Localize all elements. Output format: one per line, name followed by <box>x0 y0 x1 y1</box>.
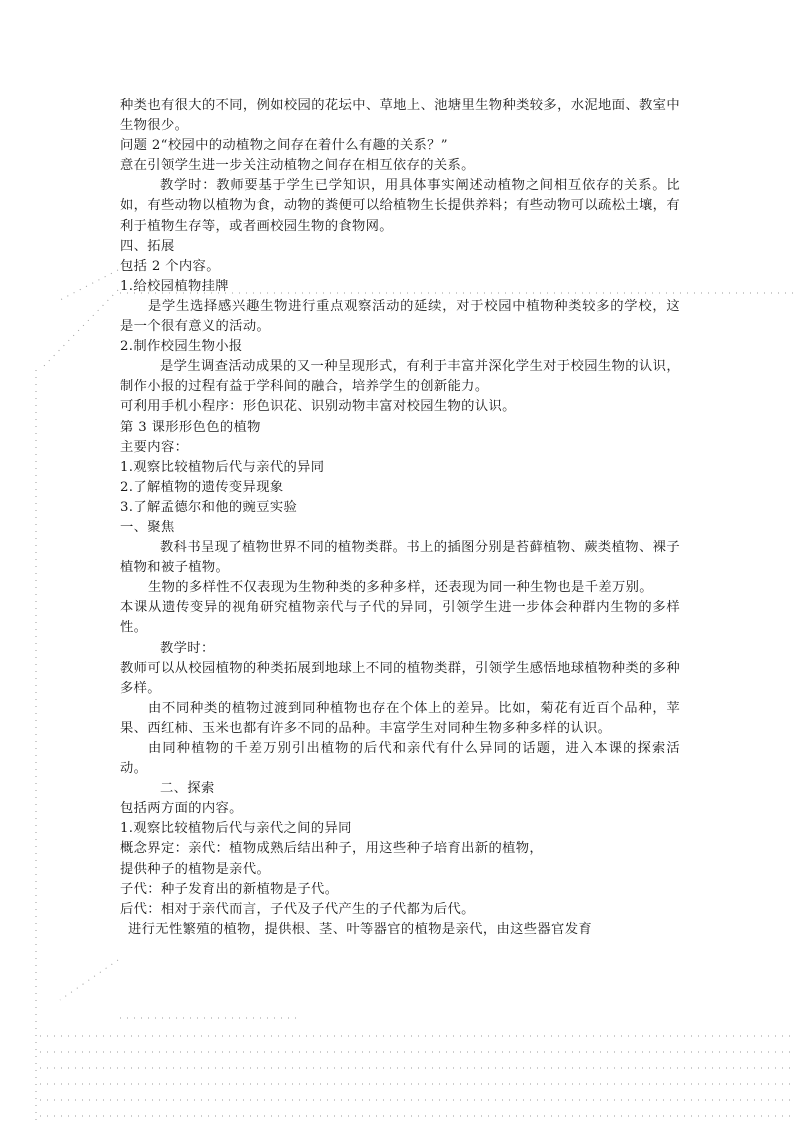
text-line: 二、探索 <box>160 781 215 797</box>
text-line: 第 3 课形形色色的植物 <box>120 419 261 435</box>
text-line: 包括 2 个内容。 <box>120 258 220 274</box>
text-line: 由不同种类的植物过渡到同种植物也存在个体上的差异。比如，菊花有近百个品种，苹果、西红柿、玉米也都有许多不同的品种。丰富学生对同种生物多种多样的认识。 <box>120 700 680 736</box>
text-line: 教学时：教师要基于学生已学知识，用具体事实阐述动植物之间相互依存的关系。比如，有些动物以植物为食，动物的粪便可以给植物生长提供养料；有些动物可以疏松土壤，有利于植物生存等，或者画校园生物的食物网。 <box>120 178 680 234</box>
text-line: 1.给校园植物挂牌 <box>120 278 229 294</box>
text-line: 可利用手机小程序：形色识花、识别动物丰富对校园生物的认识。 <box>120 399 516 415</box>
text-line: 问题 2“校园中的动植物之间存在着什么有趣的关系？” <box>120 138 448 154</box>
text-line: 提供种子的植物是亲代。 <box>120 861 271 877</box>
text-line: 3.了解孟德尔和他的豌豆实验 <box>120 499 298 515</box>
text-line: 教科书呈现了植物世界不同的植物类群。书上的插图分别是苔藓植物、蕨类植物、裸子植物和被子植物。 <box>120 540 680 576</box>
text-line: 是学生选择感兴趣生物进行重点观察活动的延续，对于校园中植物种类较多的学校，这是一个很有意义的活动。 <box>120 298 680 335</box>
text-line: 意在引领学生进一步关注动植物之间存在相互依存的关系。 <box>120 158 475 174</box>
text-line: 一、聚焦 <box>120 519 175 535</box>
text-line: 2.制作校园生物小报 <box>120 339 243 355</box>
text-line: 包括两方面的内容。 <box>120 801 243 817</box>
text-line: 种类也有很大的不同，例如校园的花坛中、草地上、池塘里生物种类较多，水泥地面、教室中生物很少。 <box>120 98 680 134</box>
text-line: 教师可以从校园植物的种类拓展到地球上不同的植物类群，引领学生感悟地球植物种类的多种多样。 <box>120 660 680 696</box>
text-line: 1.观察比较植物后代与亲代的异同 <box>120 459 325 475</box>
text-line: 由同种植物的千差万别引出植物的后代和亲代有什么异同的话题，进入本课的探索活动。 <box>120 741 680 777</box>
text-line: 概念界定：亲代：植物成熟后结出种子，用这些种子培育出新的植物， <box>120 841 544 857</box>
text-line: 后代：相对于亲代而言，子代及子代产生的子代都为后代。 <box>120 901 475 917</box>
text-line: 本课从遗传变异的视角研究植物亲代与子代的异同，引领学生进一步体会种群内生物的多样性。 <box>120 600 680 636</box>
body-text <box>120 96 680 940</box>
text-line: 是学生调查活动成果的又一种呈现形式，有利于丰富并深化学生对于校园生物的认识，制作小报的过程有益于学科间的融合，培养学生的创新能力。 <box>120 359 680 395</box>
text-line: 2.了解植物的遗传变异现象 <box>120 479 284 495</box>
text-line: 生物的多样性不仅表现为生物种类的多种多样，还表现为同一种生物也是千差万别。 <box>148 580 653 596</box>
text-line: 主要内容： <box>120 439 189 455</box>
text-line: 进行无性繁殖的植物，提供根、茎、叶等器官的植物是亲代，由这些器官发育 <box>128 921 592 937</box>
text-line: 1.观察比较植物后代与亲代之间的异同 <box>120 821 352 837</box>
text-line: 子代：种子发育出的新植物是子代。 <box>120 881 339 897</box>
text-line: 四、拓展 <box>120 238 175 254</box>
text-line: 教学时： <box>160 640 215 656</box>
